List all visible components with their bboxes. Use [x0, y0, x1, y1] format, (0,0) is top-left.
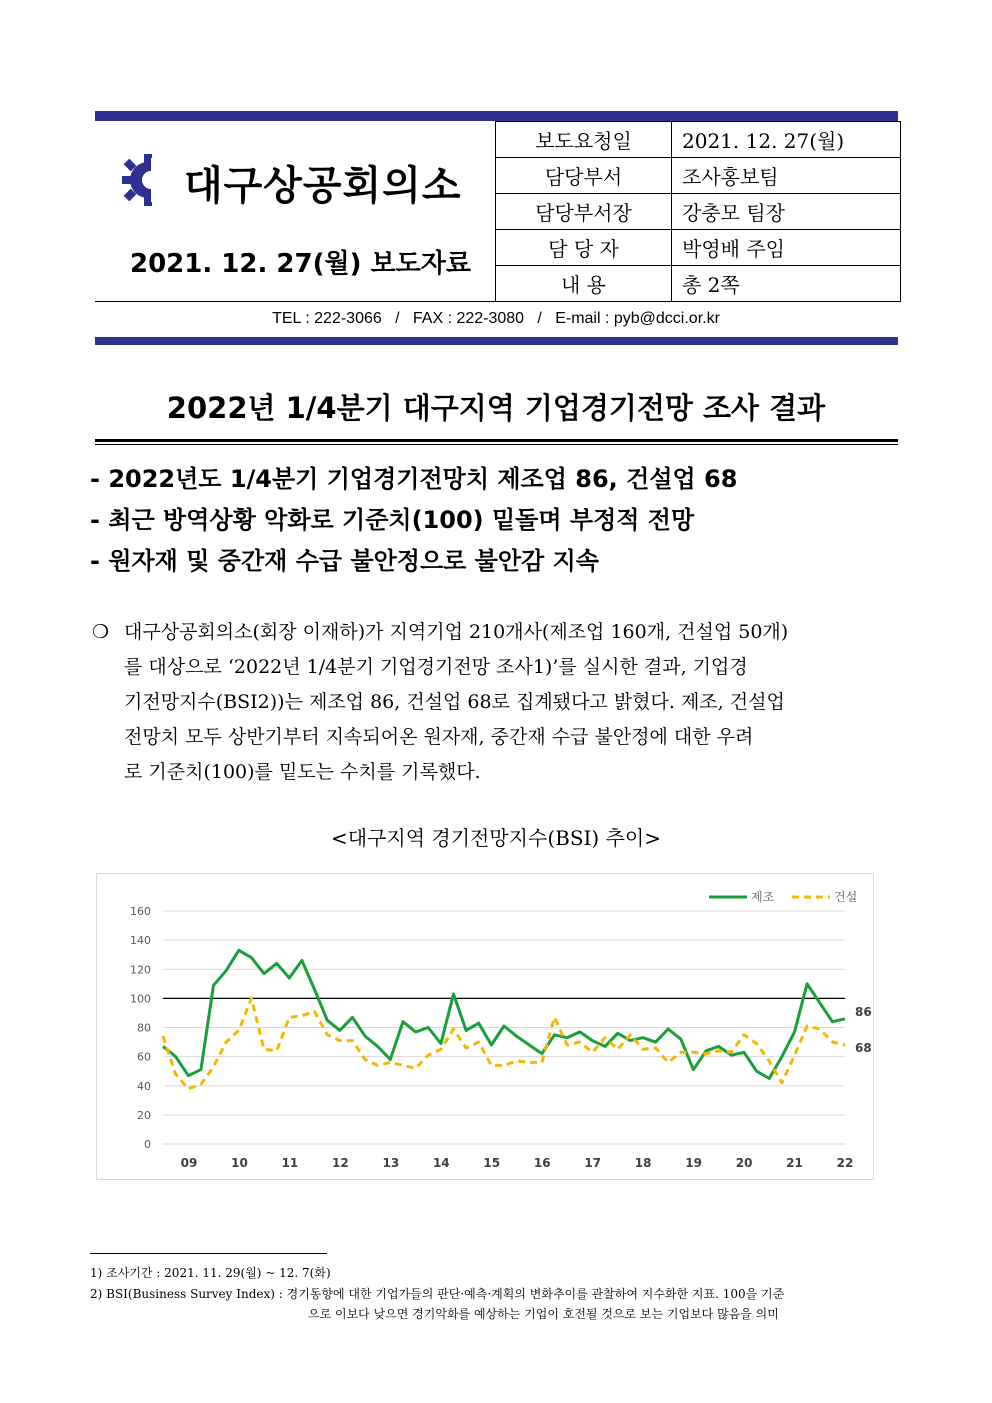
- info-value: 총 2쪽: [672, 266, 901, 302]
- contact-line: TEL : 222-3066 / FAX : 222-3080 / E-mail : pyb@dcci.or.kr: [272, 310, 720, 327]
- x-tick-label: 16: [533, 1156, 551, 1170]
- subtitle-1: - 2022년도 1/4분기 기업경기전망치 제조업 86, 건설업 68: [90, 465, 738, 493]
- org-name: 대구상공회의소: [184, 163, 462, 209]
- x-tick-label: 19: [685, 1156, 702, 1170]
- subtitle-3: - 원자재 및 중간재 수급 불안정으로 불안감 지속: [90, 547, 599, 575]
- info-key: 담 당 자: [496, 230, 672, 266]
- info-row: [496, 158, 901, 194]
- body-line: 전망치 모두 상반기부터 지속되어온 원자재, 중간재 수급 불안정에 대한 우려: [124, 726, 754, 748]
- legend-label: 제조: [751, 890, 775, 904]
- y-tick-label: 60: [137, 1050, 151, 1064]
- y-tick-label: 100: [130, 992, 151, 1006]
- x-tick-label: 17: [584, 1156, 602, 1170]
- subtitle-2: - 최근 방역상황 악화로 기준치(100) 밑돌며 부정적 전망: [90, 506, 695, 534]
- info-row: [496, 122, 901, 158]
- header-divider: [95, 301, 898, 302]
- x-tick-label: 10: [231, 1156, 248, 1170]
- gear-icon: [118, 150, 178, 210]
- y-tick-label: 80: [137, 1021, 151, 1035]
- x-tick-label: 20: [735, 1156, 753, 1170]
- footnote-2-cont: 으로 이보다 낮으면 경기악화를 예상하는 기업이 호전될 것으로 보는 기업보다 많음을 의미: [308, 1307, 779, 1321]
- title-rule-thick: [95, 439, 898, 442]
- x-tick-label: 11: [281, 1156, 299, 1170]
- end-value-label: 86: [855, 1004, 872, 1019]
- info-key: 담당부서: [496, 158, 672, 194]
- footnote-1: 1) 조사기간 : 2021. 11. 29(월) ~ 12. 7(화): [90, 1266, 331, 1280]
- info-key: 보도요청일: [496, 122, 672, 158]
- header-top-bar: [95, 111, 898, 121]
- x-tick-label: 21: [786, 1156, 803, 1170]
- end-value-label: 68: [855, 1040, 872, 1055]
- body-line: 를 대상으로 ‘2022년 1/4분기 기업경기전망 조사1)’를 실시한 결과, 기업경: [124, 656, 748, 678]
- y-tick-label: 40: [137, 1079, 151, 1093]
- x-tick-label: 13: [382, 1156, 400, 1170]
- info-table: [495, 121, 901, 302]
- org-logo: [118, 150, 478, 210]
- body-line: 로 기준치(100)를 밑도는 수치를 기록했다.: [124, 761, 481, 783]
- x-tick-label: 15: [483, 1156, 501, 1170]
- y-tick-label: 160: [130, 905, 151, 918]
- x-tick-label: 14: [432, 1156, 450, 1170]
- x-tick-label: 12: [332, 1156, 349, 1170]
- info-value: 조사홍보팀: [672, 158, 901, 194]
- footnote-rule: [90, 1253, 327, 1254]
- header-bottom-bar: [95, 337, 898, 345]
- body-line: 대구상공회의소(회장 이재하)가 지역기업 210개사(제조업 160개, 건설업 50개): [124, 621, 789, 643]
- legend-label: 건설: [834, 890, 858, 904]
- series-line-construction: [163, 998, 845, 1088]
- info-key: 내 용: [496, 266, 672, 302]
- y-tick-label: 140: [130, 934, 151, 948]
- x-tick-label: 09: [180, 1156, 198, 1170]
- body-line: 기전망지수(BSI2))는 제조업 86, 건설업 68로 집계됐다고 밝혔다. 제조, 건설업: [124, 691, 785, 713]
- y-tick-label: 20: [137, 1108, 151, 1122]
- info-key: 담당부서장: [496, 194, 672, 230]
- info-row: [496, 230, 901, 266]
- y-tick-label: 0: [144, 1138, 151, 1151]
- bsi-line-chart: [97, 874, 873, 1179]
- footnote-2: 2) BSI(Business Survey Index) : 경기동향에 대한 기업가들의 판단·예측·계획의 변화추이를 관찰하여 지수화한 지표. 100을 기준: [90, 1287, 785, 1301]
- chart-caption: <대구지역 경기전망지수(BSI) 추이>: [331, 826, 661, 850]
- release-date-line: 2021. 12. 27(월) 보도자료: [130, 249, 471, 279]
- info-table-wrap: [495, 121, 901, 302]
- info-value: 2021. 12. 27(월): [672, 122, 901, 158]
- page-title: 2022년 1/4분기 대구지역 기업경기전망 조사 결과: [166, 391, 826, 425]
- info-row: [496, 194, 901, 230]
- info-row: [496, 266, 901, 302]
- x-tick-label: 18: [634, 1156, 652, 1170]
- chart-frame: [96, 873, 874, 1180]
- title-rule-thin: [95, 444, 898, 445]
- body-paragraph: [124, 615, 904, 790]
- info-value: 강충모 팀장: [672, 194, 901, 230]
- x-tick-label: 22: [836, 1156, 854, 1170]
- bullet-icon: ❍: [92, 621, 110, 643]
- info-value: 박영배 주임: [672, 230, 901, 266]
- y-tick-label: 120: [130, 963, 151, 977]
